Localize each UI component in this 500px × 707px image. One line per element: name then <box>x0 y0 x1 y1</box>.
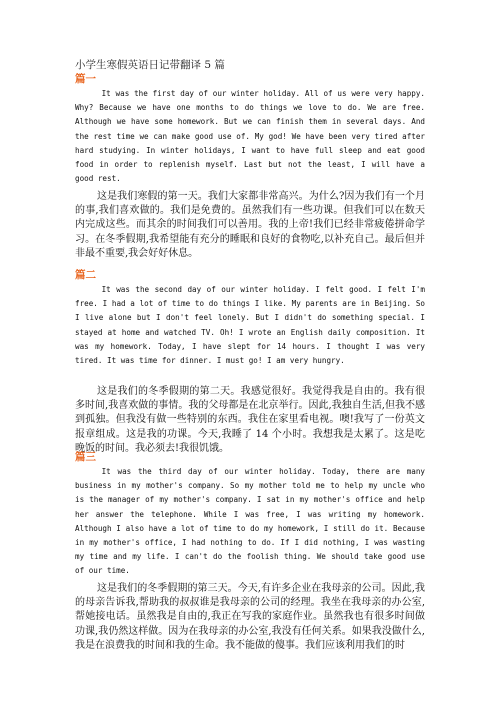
section-1-english: It was the first day of our winter holiday. All of us were very happy. Why? Because we have one months to do things we love to do. We are free. Although we have some homework. But we can finish them in several days. And the rest time we can make good use of. My god! We have been very tired after hard studying. In winter holidays, I want to have full sleep and eat good food in order to replenish myself. Last but not the least, I will have a good rest. <box>75 89 425 184</box>
section-heading-3: 篇三 <box>75 451 96 463</box>
section-heading-1: 篇一 <box>75 73 96 85</box>
section-1-chinese: 这是我们寒假的第一天。我们大家都非常高兴。为什么?因为我们有一个月的事,我们喜欢做的。我们是免费的。虽然我们有一些功课。但我们可以在数天内完成这些。而其余的时间我们可以善用。我的上帝!我们已经非常疲倦拼命学习。在冬季假期,我希望能有充分的睡眠和良好的食物吃,以补充自己。最后但并非最不重要,我会好好休息。 <box>75 191 425 259</box>
section-heading-2: 篇二 <box>75 269 96 281</box>
document-title: 小学生寒假英语日记带翻译 5 篇 <box>75 59 225 71</box>
section-2-chinese: 这是我们的冬季假期的第二天。我感觉很好。我觉得我是自由的。我有很多时间,我喜欢做的事情。我的父母都是在北京举行。因此,我独自生活,但我不感到孤独。但我没有做一些特别的东西。我住在家里看电视。噢!我写了一份英文报章组成。这是我的功课。今天,我睡了 14 个小时。我想我是太累了。这是吃晚饭的时间。我必须去!我很饥饿。 <box>75 386 425 454</box>
section-2-english: It was the second day of our winter holiday. I felt good. I felt I'm free. I had a lot of time to do things I like. My parents are in Beijing. So I live alone but I don't feel lonely. But I didn't do something special. I stayed at home and watched TV. Oh! I wrote an English daily composition. It was my homework. Today, I have slept for 14 hours. I thought I was very tired. It was time for dinner. I must go! I am very hungry. <box>75 285 425 366</box>
section-3-chinese: 这是我们的冬季假期的第三天。今天,有许多企业在我母亲的公司。因此,我的母亲告诉我,帮助我的叔叔谁是我母亲的公司的经理。我坐在我母亲的办公室,帮她接电话。虽然我是自由的,我正在写我的家庭作业。虽然我也有很多时间做功课,我仍然这样做。因为在我母亲的办公室,我没有任何关系。如果我没做什么,我是在浪费我的时间和我的生命。我不能做的傻事。我们应该利用我们的时 <box>75 583 425 651</box>
section-3-english: It was the third day of our winter holiday. Today, there are many business in my mother's company. So my mother told me to help my uncle who is the manager of my mother's company. I sat in my mother's office and help her answer the telephone. While I was free, I was writing my homework. Although I also have a lot of time to do my homework, I still do it. Because in my mother's office, I had nothing to do. If I did nothing, I was wasting my time and my life. I can't do the foolish thing. We should take good use of our time. <box>75 467 425 576</box>
